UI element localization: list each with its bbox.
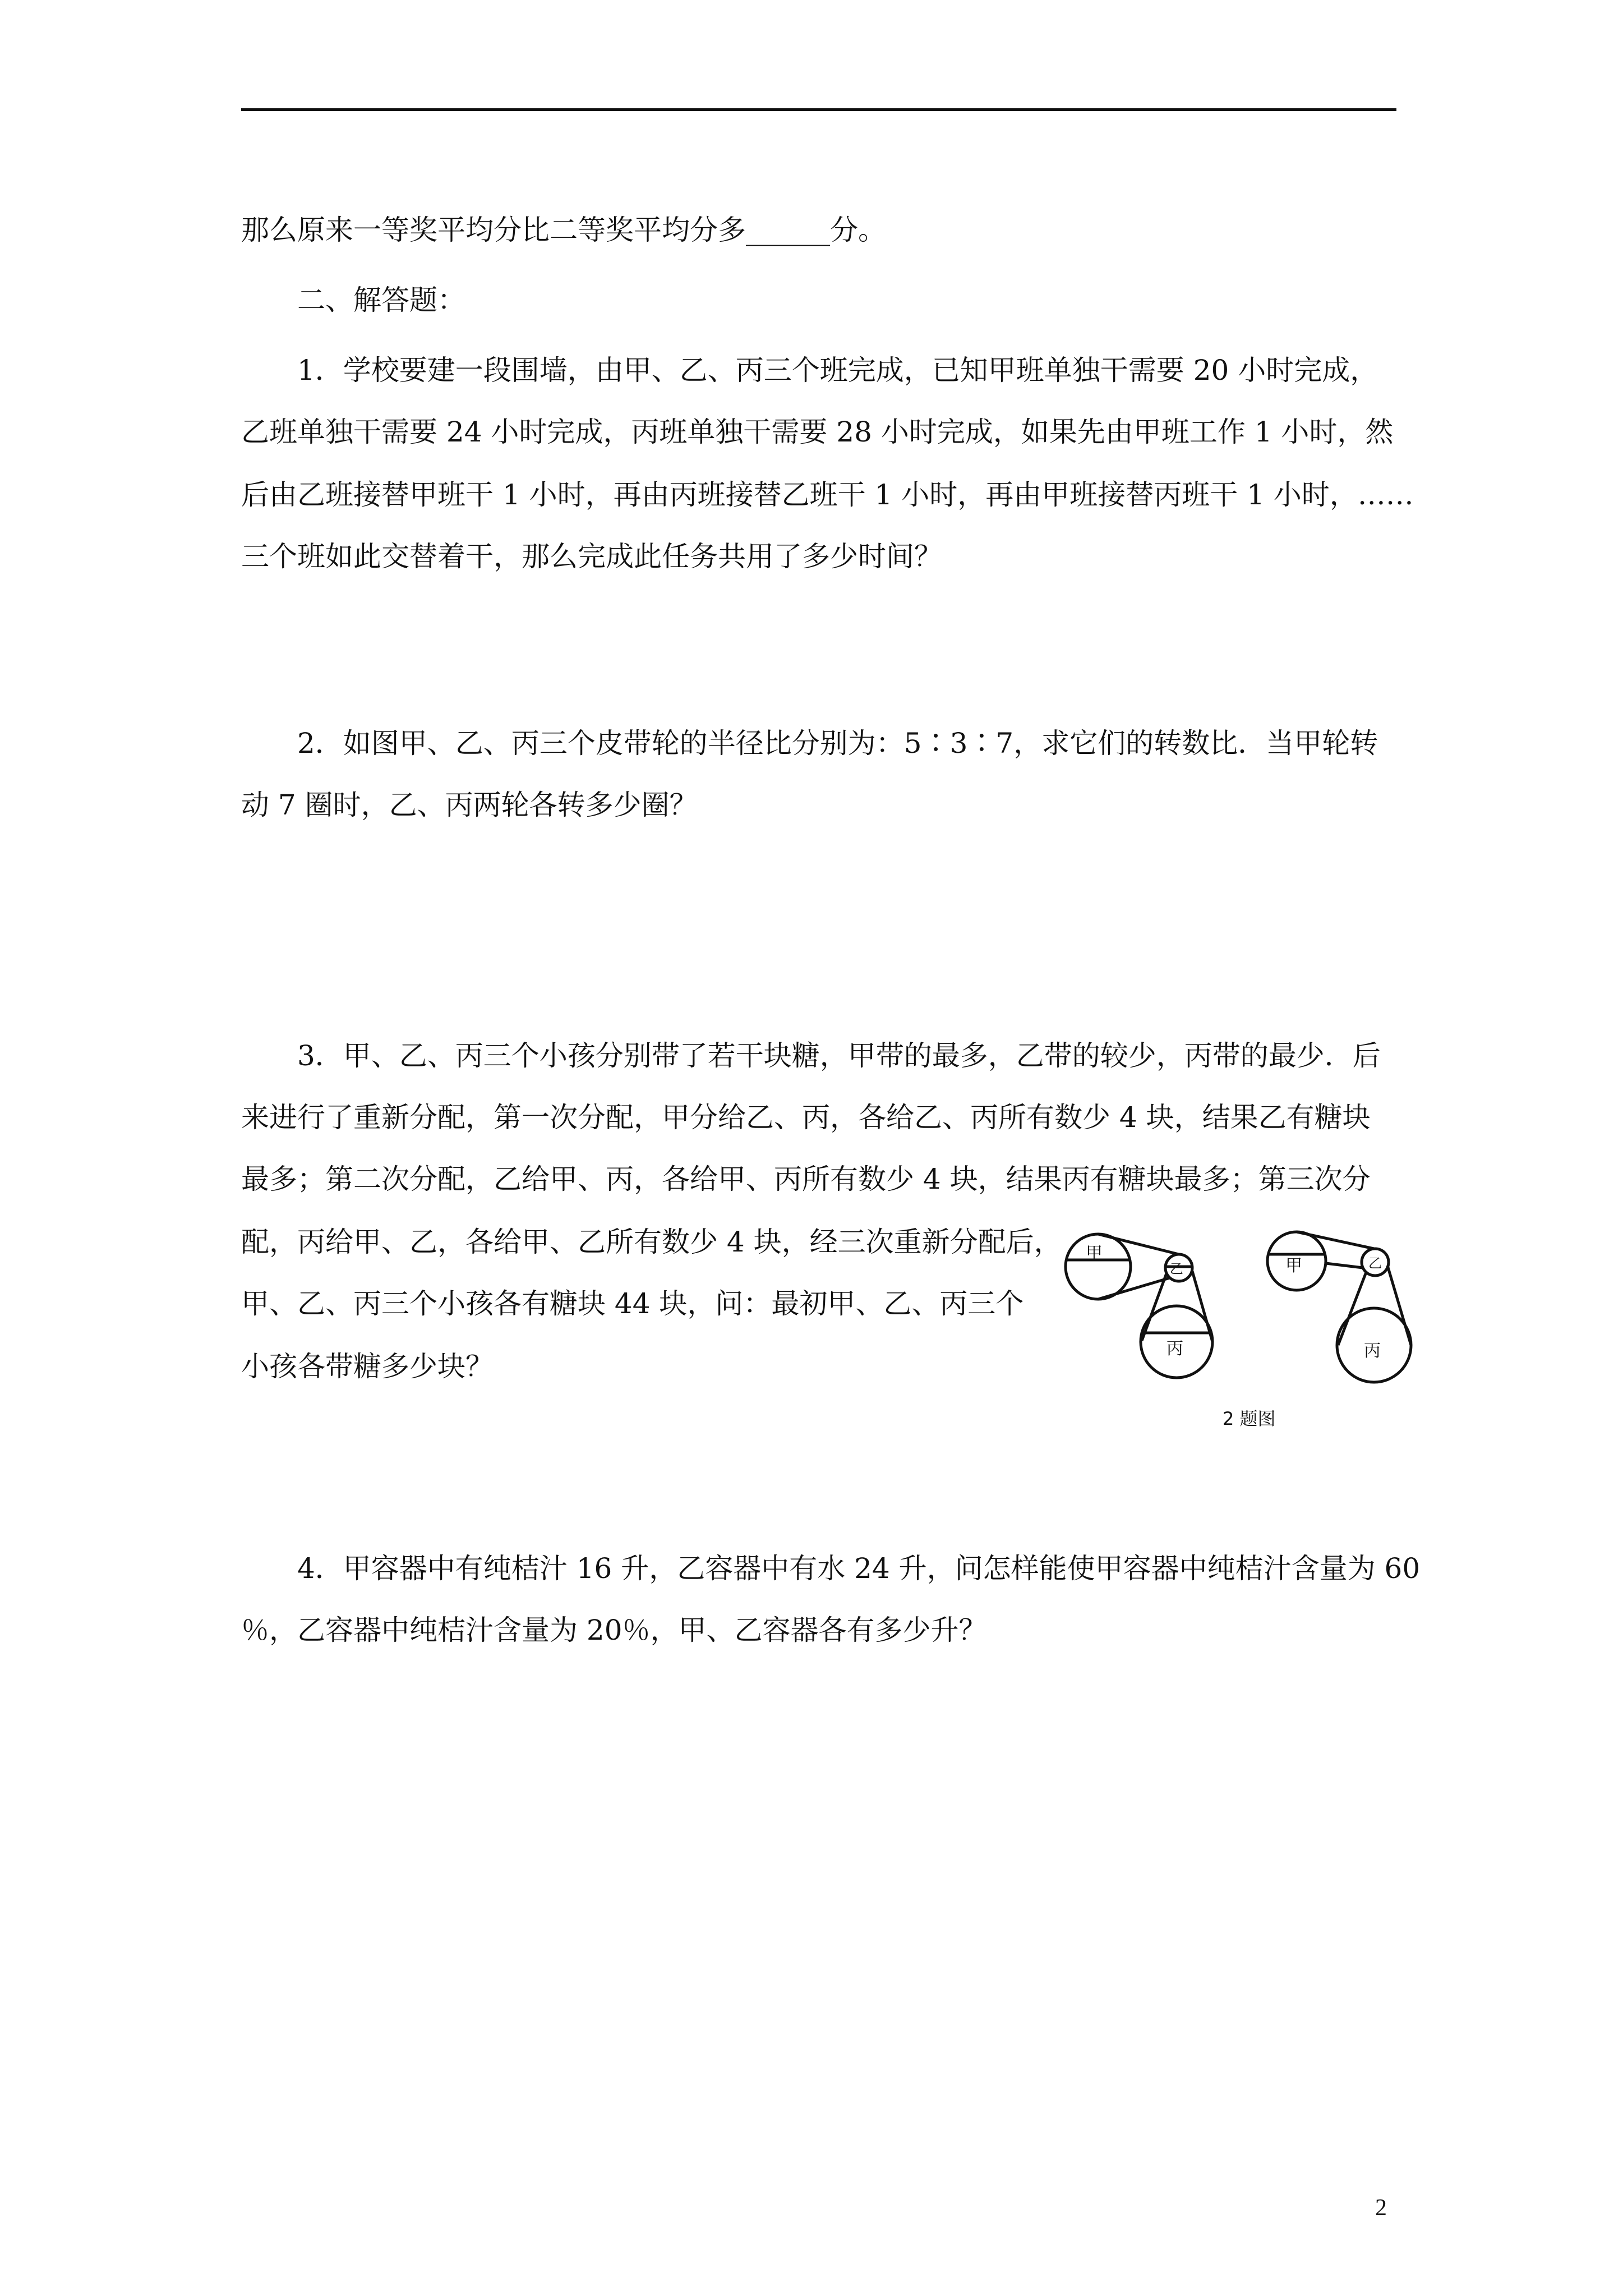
question-3-line-4: 配，丙给甲、乙，各给甲、乙所有数少 4 块，经三次重新分配后， [241, 1226, 1062, 1258]
question-4-line-2: ％，乙容器中纯桔汁含量为 20％，甲、乙容器各有多少升？ [241, 1614, 987, 1646]
label-a-left: 甲 [1086, 1244, 1103, 1263]
question-3-line-3: 最多；第二次分配，乙给甲、丙，各给甲、丙所有数少 4 块，结果丙有糖块最多；第三次分 [241, 1163, 1371, 1195]
label-b-right: 乙 [1368, 1255, 1382, 1271]
question-3-line-2: 来进行了重新分配，第一次分配，甲分给乙、丙，各给乙、丙所有数少 4 块，结果乙有糖块 [241, 1101, 1371, 1134]
label-c-right: 丙 [1364, 1341, 1381, 1361]
figure-caption: 2 题图 [1223, 1408, 1276, 1429]
question-3-line-6: 小孩各带糖多少块？ [241, 1350, 494, 1383]
label-a-right: 甲 [1285, 1256, 1302, 1276]
label-c-left: 丙 [1166, 1339, 1183, 1359]
question-1-line-2: 乙班单独干需要 24 小时完成，丙班单独干需要 28 小时完成，如果先由甲班工作 1 小时，然 [241, 416, 1394, 448]
question-2-line-1: 2．如图甲、乙、丙三个皮带轮的半径比分别为：5∶3∶7，求它们的转数比．当甲轮转 [297, 727, 1378, 760]
question-3-line-1: 3．甲、乙、丙三个小孩分别带了若干块糖，甲带的最多，乙带的较少，丙带的最少．后 [297, 1039, 1381, 1072]
continuation-line: 那么原来一等奖平均分比二等奖平均分多______分。 [241, 214, 886, 246]
question-3-line-5: 甲、乙、丙三个小孩各有糖块 44 块，问：最初甲、乙、丙三个 [241, 1287, 1024, 1320]
question-1-line-1: 1．学校要建一段围墙，由甲、乙、丙三个班完成，已知甲班单独干需要 20 小时完成， [297, 354, 1378, 386]
pulley-figure [1054, 1217, 1419, 1458]
question-4-line-1: 4．甲容器中有纯桔汁 16 升，乙容器中有水 24 升，问怎样能使甲容器中纯桔汁含量为 60 [297, 1552, 1421, 1585]
question-2-line-2: 动 7 圈时，乙、丙两轮各转多少圈？ [241, 789, 698, 821]
question-1-line-4: 三个班如此交替着干，那么完成此任务共用了多少时间？ [241, 540, 942, 573]
section-heading: 二、解答题： [297, 284, 465, 316]
page-number: 2 [1375, 2195, 1387, 2221]
header-rule [241, 108, 1396, 111]
question-1-line-3: 后由乙班接替甲班干 1 小时，再由丙班接替乙班干 1 小时，再由甲班接替丙班干 1 小时，…… [241, 478, 1414, 511]
label-b-left: 乙 [1170, 1261, 1183, 1277]
pulley-diagram [1054, 1217, 1419, 1458]
